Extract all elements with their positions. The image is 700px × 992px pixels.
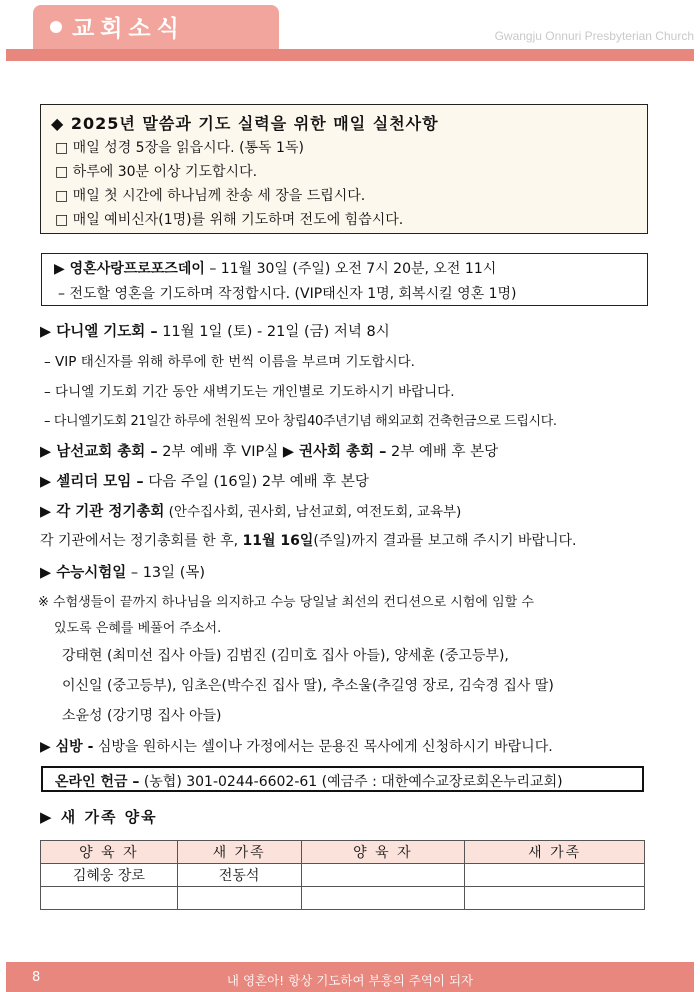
new-family-title: ▶ 새 가족 양육 (40, 808, 158, 826)
exam-students: 이신일 (중고등부), 임초은(박수진 집사 딸), 추소울(추길영 장로, 김숙경 집사 딸) (62, 678, 554, 694)
table-row (41, 864, 645, 887)
practice-item: □ 매일 첫 시간에 하나님께 찬송 세 장을 드립시다. (55, 188, 366, 204)
new-family-table (40, 840, 645, 910)
practice-title: ◆ 2025년 말씀과 기도 실력을 위한 매일 실천사항 (51, 114, 439, 133)
offering-detail: (농협) 301-0244-6602-61 (예금주 : 대한예수교장로회온누리교회) (139, 774, 563, 790)
header-new-family: 새 가족 (465, 841, 645, 864)
org-meeting-groups: (안수집사회, 권사회, 남선교회, 여전도회, 교육부) (164, 504, 462, 520)
daniel-detail: 11월 1일 (토) - 21일 (금) 저녁 8시 (157, 324, 390, 340)
church-name: Gwangju Onnuri Presbyterian Church (494, 29, 694, 43)
deacon-assembly-detail: 2부 예배 후 본당 (386, 444, 499, 460)
daniel-heading (40, 320, 390, 341)
offering-line (55, 771, 563, 791)
daniel-note: – VIP 태신자를 위해 하루에 한 번씩 이름을 부르며 기도합시다. (44, 354, 415, 370)
org-meeting-note (40, 530, 577, 550)
soul-love-detail: – 11월 30일 (주일) 오전 7시 20분, 오전 11시 (204, 261, 497, 277)
soul-love-line (54, 258, 496, 278)
table-cell (465, 887, 645, 910)
table-header-row (41, 841, 645, 864)
daniel-note: – 다니엘기도회 21일간 하루에 천원씩 모아 창립40주년기념 해외교회 건축헌금으로 드립시다. (44, 414, 557, 429)
practice-item: □ 매일 예비신자(1명)를 위해 기도하며 전도에 힘씁시다. (55, 212, 404, 228)
table-cell: 전동석 (177, 864, 301, 887)
soul-love-note: – 전도할 영혼을 기도하며 작정합시다. (VIP태신자 1명, 회복시킬 영혼 1명) (58, 286, 517, 302)
header-new-family: 새 가족 (177, 841, 301, 864)
table-cell (465, 864, 645, 887)
visit-detail: 심방을 원하시는 셀이나 가정에서는 문용진 목사에게 신청하시기 바랍니다. (93, 739, 553, 755)
bullet-dot-icon (50, 21, 62, 33)
exam-prayer-note: ※ 수험생들이 끝까지 하나님을 의지하고 수능 당일날 최선의 컨디션으로 시험에 임할 수 (38, 595, 534, 610)
daily-practice-box (40, 104, 648, 234)
men-assembly-detail: 2부 예배 후 VIP실 (157, 444, 283, 460)
exam-heading (40, 561, 205, 582)
section-title: 교회소식 (72, 16, 185, 42)
exam-label: ▶ 수능시험일 (40, 565, 127, 581)
men-assembly-label: ▶ 남선교회 총회 – (40, 444, 158, 460)
daniel-note: – 다니엘 기도회 기간 동안 새벽기도는 개인별로 기도하시기 바랍니다. (44, 384, 455, 400)
page-number: 8 (32, 970, 41, 985)
exam-students: 강태현 (최미선 집사 아들) 김범진 (김미호 집사 아들), 양세훈 (중고등부), (62, 648, 509, 664)
exam-prayer-note-cont: 있도록 은혜를 베풀어 주소서. (54, 621, 222, 636)
table-row (41, 887, 645, 910)
footer-motto: 내 영혼아! 항상 기도하여 부흥의 주역이 되자 (226, 973, 474, 988)
table-cell (41, 887, 178, 910)
cell-leader-detail: 다음 주일 (16일) 2부 예배 후 본당 (143, 474, 369, 490)
table-cell (177, 887, 301, 910)
online-offering-box (41, 766, 644, 792)
deacon-assembly-label: ▶ 권사회 총회 – (282, 444, 387, 460)
visit-line (40, 736, 553, 756)
daniel-label: ▶ 다니엘 기도회 – (40, 324, 158, 340)
exam-detail: – 13일 (목) (126, 565, 206, 581)
practice-item: □ 하루에 30분 이상 기도합시다. (55, 164, 258, 180)
general-assembly-line (40, 440, 498, 461)
header-bar (6, 49, 694, 61)
org-meeting-note-b: (주일)까지 결과를 보고해 주시기 바랍니다. (313, 533, 577, 549)
practice-item: □ 매일 성경 5장을 읽읍시다. (통독 1독) (55, 140, 304, 156)
org-meeting-date: 11월 16일 (242, 533, 314, 549)
offering-label: 온라인 헌금 – (55, 774, 140, 790)
exam-students: 소윤성 (강기명 집사 아들) (62, 708, 222, 724)
header-mentor: 양 육 자 (41, 841, 178, 864)
soul-love-label: ▶ 영혼사랑프로포즈데이 (54, 261, 205, 277)
visit-label: ▶ 심방 - (40, 739, 94, 755)
org-meeting-note-a: 각 기관에서는 정기총회를 한 후, (40, 533, 243, 549)
table-cell (301, 887, 465, 910)
cell-leader-label: ▶ 셀리더 모임 – (40, 474, 144, 490)
soul-love-box (41, 253, 648, 306)
org-meeting-label: ▶ 각 기관 정기총회 (40, 504, 165, 520)
cell-leader-line (40, 470, 369, 491)
org-meeting-heading (40, 500, 461, 521)
table-cell (301, 864, 465, 887)
header-mentor: 양 육 자 (301, 841, 465, 864)
table-cell: 김혜웅 장로 (41, 864, 178, 887)
